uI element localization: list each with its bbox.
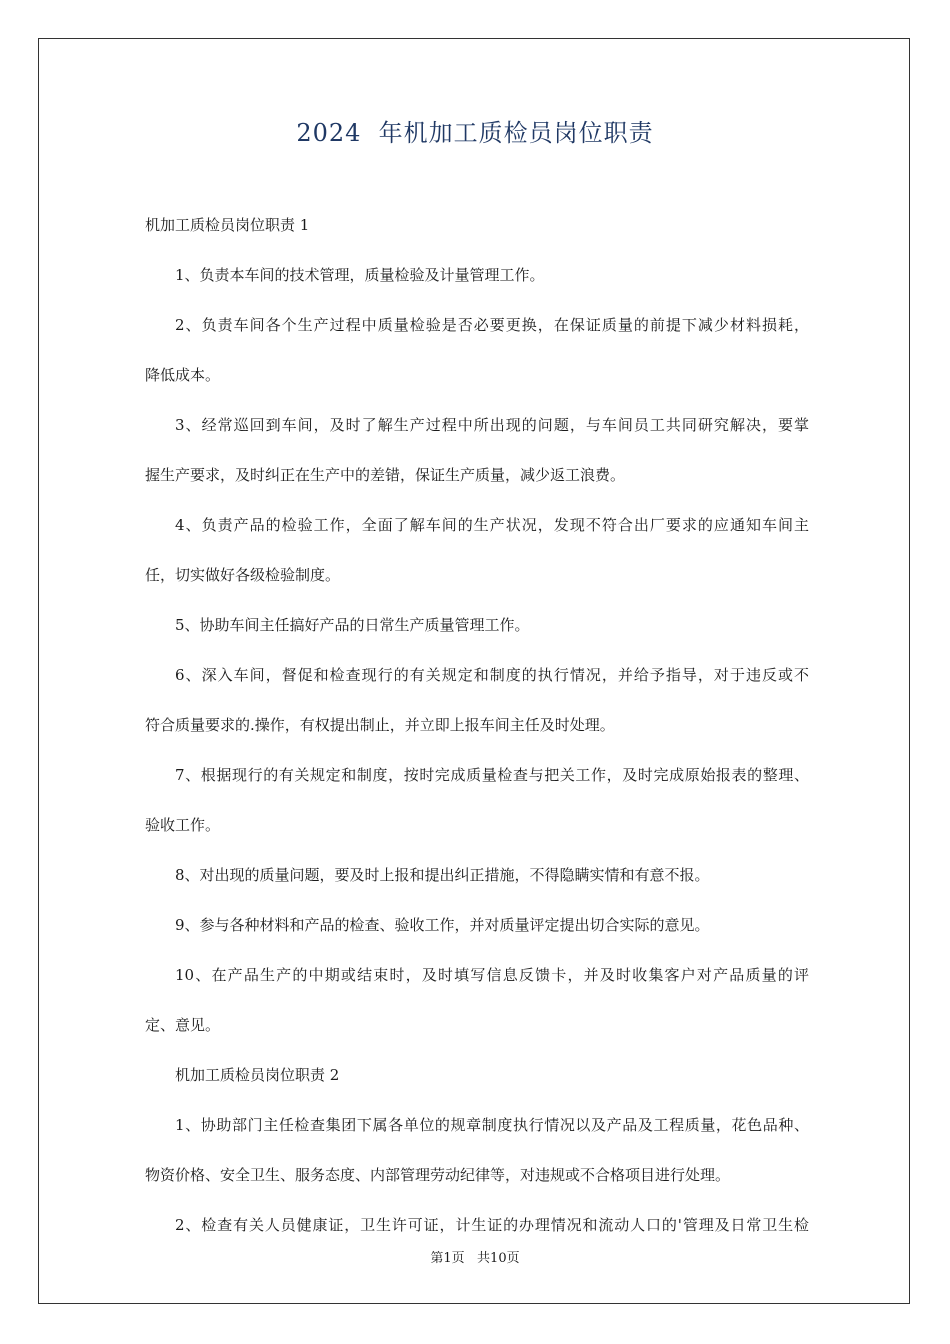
paragraph-line: 降低成本。 bbox=[145, 366, 221, 384]
paragraph-line: 任，切实做好各级检验制度。 bbox=[145, 566, 341, 584]
paragraph-line: 5、协助车间主任搞好产品的日常生产质量管理工作。 bbox=[175, 616, 530, 634]
section-heading-1: 机加工质检员岗位职责 1 bbox=[145, 216, 310, 234]
paragraph-line: 2、负责车间各个生产过程中质量检验是否必要更换，在保证质量的前提下减少材料损耗， bbox=[175, 316, 809, 334]
paragraph-line: 物资价格、安全卫生、服务态度、内部管理劳动纪律等，对违规或不合格项目进行处理。 bbox=[145, 1166, 731, 1184]
document-title: 2024 年机加工质检员岗位职责 bbox=[296, 119, 654, 147]
document-body bbox=[145, 200, 809, 1250]
paragraph-line: 3、经常巡回到车间，及时了解生产过程中所出现的问题，与车间员工共同研究解决，要掌 bbox=[175, 416, 809, 434]
paragraph-line: 4、负责产品的检验工作，全面了解车间的生产状况，发现不符合出厂要求的应通知车间主 bbox=[175, 516, 809, 534]
paragraph-line: 1、协助部门主任检查集团下属各单位的规章制度执行情况以及产品及工程质量，花色品种、 bbox=[175, 1116, 809, 1134]
paragraph-line: 握生产要求，及时纠正在生产中的差错，保证生产质量，减少返工浪费。 bbox=[145, 466, 626, 484]
paragraph-line: 2、检查有关人员健康证，卫生许可证，计生证的办理情况和流动人口的'管理及日常卫生检 bbox=[175, 1216, 809, 1234]
paragraph-line: 9、参与各种材料和产品的检查、验收工作，并对质量评定提出切合实际的意见。 bbox=[175, 916, 710, 934]
paragraph-line: 1、负责本车间的技术管理，质量检验及计量管理工作。 bbox=[175, 266, 545, 284]
section-heading-2: 机加工质检员岗位职责 2 bbox=[175, 1066, 340, 1084]
paragraph-line: 定、意见。 bbox=[145, 1016, 221, 1034]
paragraph-line: 10、在产品生产的中期或结束时，及时填写信息反馈卡，并及时收集客户对产品质量的评 bbox=[175, 966, 809, 984]
paragraph-line: 符合质量要求的.操作，有权提出制止，并立即上报车间主任及时处理。 bbox=[145, 716, 615, 734]
paragraph-line: 验收工作。 bbox=[145, 816, 221, 834]
paragraph-line: 6、深入车间，督促和检查现行的有关规定和制度的执行情况，并给予指导，对于违反或不 bbox=[175, 666, 809, 684]
paragraph-line: 8、对出现的质量问题，要及时上报和提出纠正措施，不得隐瞒实情和有意不报。 bbox=[175, 866, 710, 884]
paragraph-line: 7、根据现行的有关规定和制度，按时完成质量检查与把关工作，及时完成原始报表的整理、 bbox=[175, 766, 809, 784]
page-footer: 第1页 共10页 bbox=[430, 1251, 520, 1266]
